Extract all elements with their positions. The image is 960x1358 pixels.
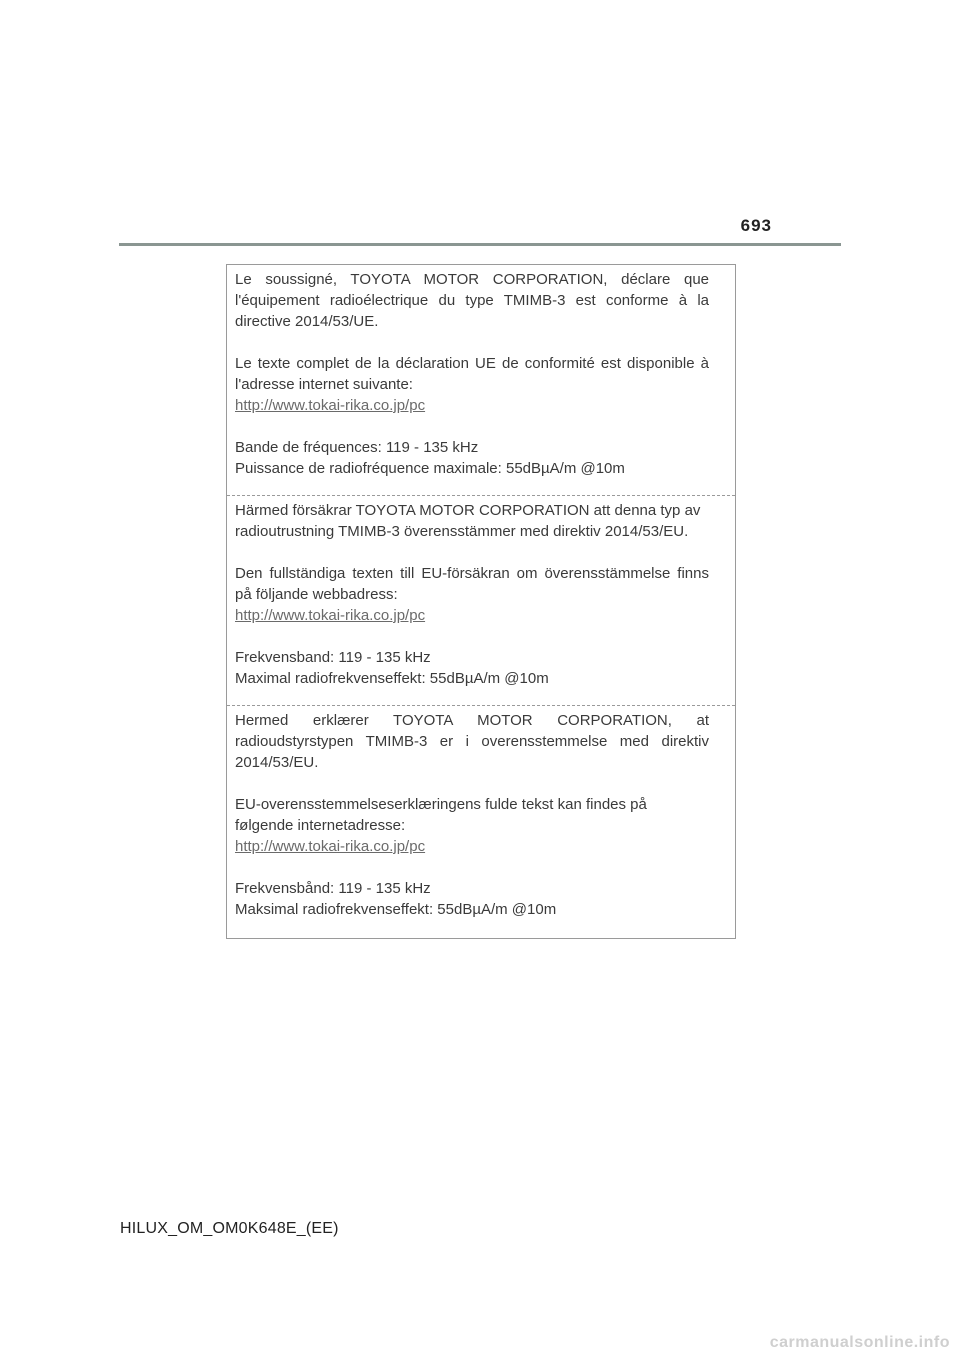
max-power: Puissance de radiofréquence maximale: 55dBµA/m @10m (235, 460, 625, 477)
declaration-info-text: Le texte complet de la déclaration UE de conformité est disponible à l'adresse internet suivante: (235, 355, 709, 393)
radio-specs (235, 437, 709, 479)
watermark: carmanualsonline.info (769, 1334, 950, 1351)
document-code: HILUX_OM_OM0K648E_(EE) (120, 1220, 339, 1237)
declaration-info-text-line2: følgende internetadresse: (235, 817, 406, 834)
declaration-section-danish (227, 706, 735, 939)
conformity-statement: Le soussigné, TOYOTA MOTOR CORPORATION, déclare que l'équipement radioélectrique du type TMIMB-3 est conforme à la directive 2014/53/UE. (235, 271, 709, 330)
declaration-info-text-line1: EU-overensstemmelseserklæringens fulde tekst kan findes på (235, 796, 647, 813)
frequency-band: Bande de fréquences: 119 - 135 kHz (235, 439, 479, 456)
declaration-info (235, 794, 709, 857)
declaration-info (235, 563, 709, 626)
declaration-box (226, 264, 736, 939)
frequency-band: Frekvensband: 119 - 135 kHz (235, 649, 431, 666)
declaration-info-text: Den fullständiga texten till EU-försäkran om överensstämmelse finns på följande webbadress: (235, 565, 709, 603)
declaration-info (235, 353, 709, 416)
declaration-url-link[interactable]: http://www.tokai-rika.co.jp/pc (235, 397, 426, 414)
max-power: Maksimal radiofrekvenseffekt: 55dBµA/m @10m (235, 901, 557, 918)
conformity-statement: Hermed erklærer TOYOTA MOTOR CORPORATION, at radioudstyrstypen TMIMB-3 er i overensstemmelse med direktiv 2014/53/EU. (235, 712, 709, 771)
frequency-band: Frekvensbånd: 119 - 135 kHz (235, 880, 431, 897)
radio-specs (235, 878, 709, 920)
declaration-url-link[interactable]: http://www.tokai-rika.co.jp/pc (235, 607, 426, 624)
declaration-url-link[interactable]: http://www.tokai-rika.co.jp/pc (235, 838, 426, 855)
conformity-statement: Härmed försäkrar TOYOTA MOTOR CORPORATION att denna typ av radioutrustning TMIMB-3 överensstämmer med direktiv 2014/53/EU. (235, 502, 701, 540)
header-divider (119, 243, 841, 246)
max-power: Maximal radiofrekvenseffekt: 55dBµA/m @10m (235, 670, 549, 687)
page-number: 693 (740, 216, 772, 235)
radio-specs (235, 647, 709, 689)
declaration-section-swedish (227, 496, 735, 706)
declaration-section-french (227, 265, 735, 496)
